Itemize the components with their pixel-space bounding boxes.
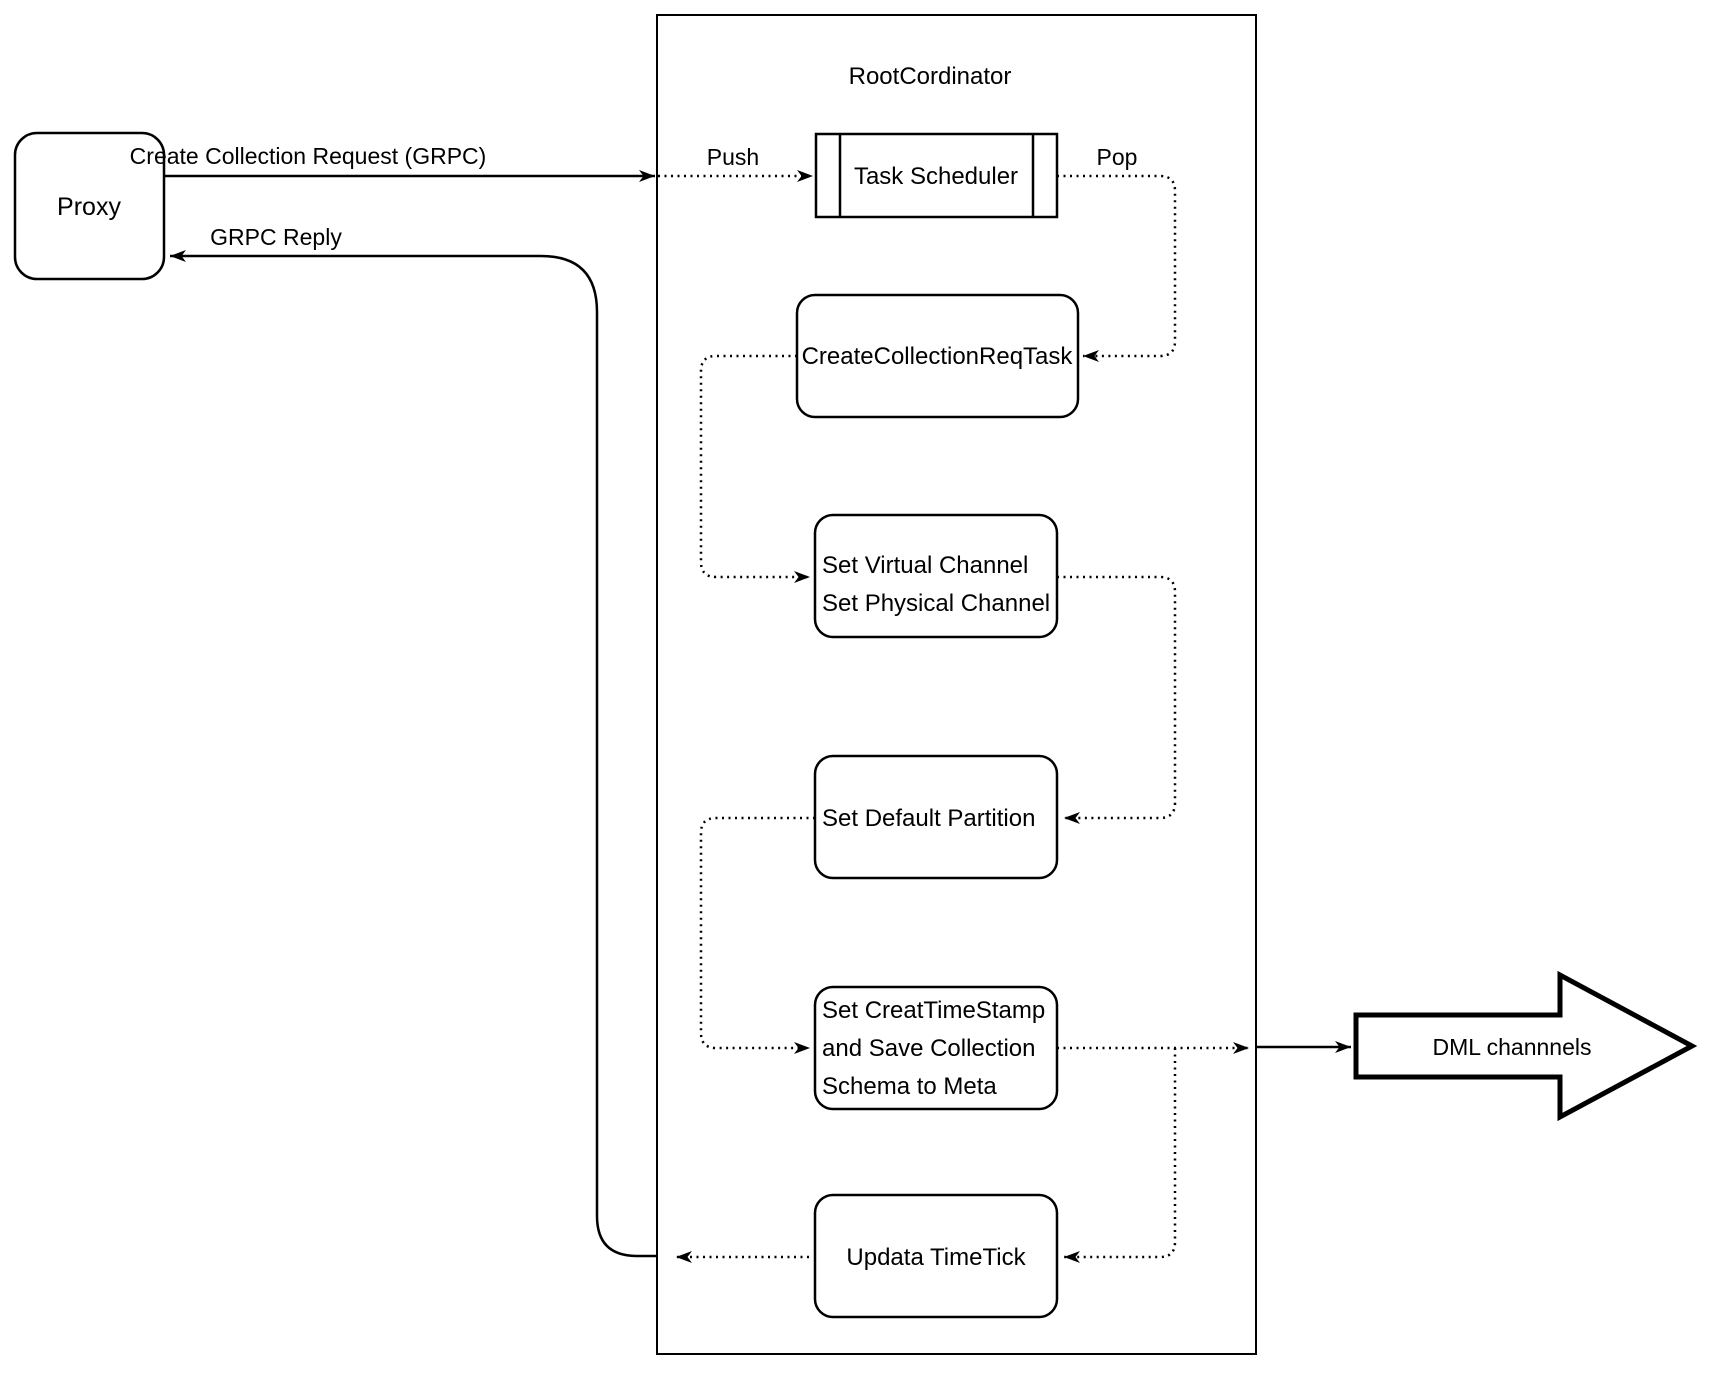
node-task-scheduler bbox=[816, 134, 1057, 217]
set-default-partition-label: Set Default Partition bbox=[822, 805, 1036, 832]
create-collection-req-task-label: CreateCollectionReqTask bbox=[801, 343, 1073, 370]
edge-push bbox=[658, 144, 813, 176]
edge-create-collection-request bbox=[130, 143, 655, 176]
create-collection-request-label: Create Collection Request (GRPC) bbox=[129, 143, 487, 169]
node-set-creat-timestamp bbox=[815, 987, 1057, 1109]
node-create-collection-req-task bbox=[797, 295, 1078, 417]
push-label: Push bbox=[706, 144, 760, 170]
edge-grpc-reply bbox=[170, 224, 658, 1256]
set-channels-line1: Set Virtual Channel bbox=[822, 552, 1029, 579]
proxy-label: Proxy bbox=[57, 193, 121, 221]
edge-reqtask-to-setchannels bbox=[701, 356, 810, 577]
edge-setchannels-to-setdefault bbox=[1057, 577, 1175, 818]
updata-timetick-label: Updata TimeTick bbox=[846, 1244, 1026, 1271]
set-creat-timestamp-line1: Set CreatTimeStamp bbox=[822, 997, 1046, 1024]
edge-settimestamp-to-updatatimetick bbox=[1064, 1048, 1175, 1257]
set-channels-line2: Set Physical Channel bbox=[822, 590, 1051, 617]
node-set-channels bbox=[815, 515, 1057, 637]
task-scheduler-label: Task Scheduler bbox=[853, 163, 1019, 190]
node-updata-timetick bbox=[815, 1195, 1057, 1317]
edge-setdefault-to-settimestamp bbox=[701, 818, 815, 1048]
grpc-reply-line bbox=[170, 256, 658, 1256]
grpc-reply-label: GRPC Reply bbox=[210, 224, 342, 250]
pop-label: Pop bbox=[1096, 144, 1138, 170]
rootcoordinator-title: RootCordinator bbox=[848, 63, 1012, 90]
node-dml-channels bbox=[1356, 975, 1692, 1117]
set-creat-timestamp-line3: Schema to Meta bbox=[822, 1073, 997, 1100]
dml-channels-label: DML channnels bbox=[1432, 1034, 1592, 1060]
node-set-default-partition bbox=[815, 756, 1057, 878]
set-creat-timestamp-line2: and Save Collection bbox=[822, 1035, 1036, 1062]
